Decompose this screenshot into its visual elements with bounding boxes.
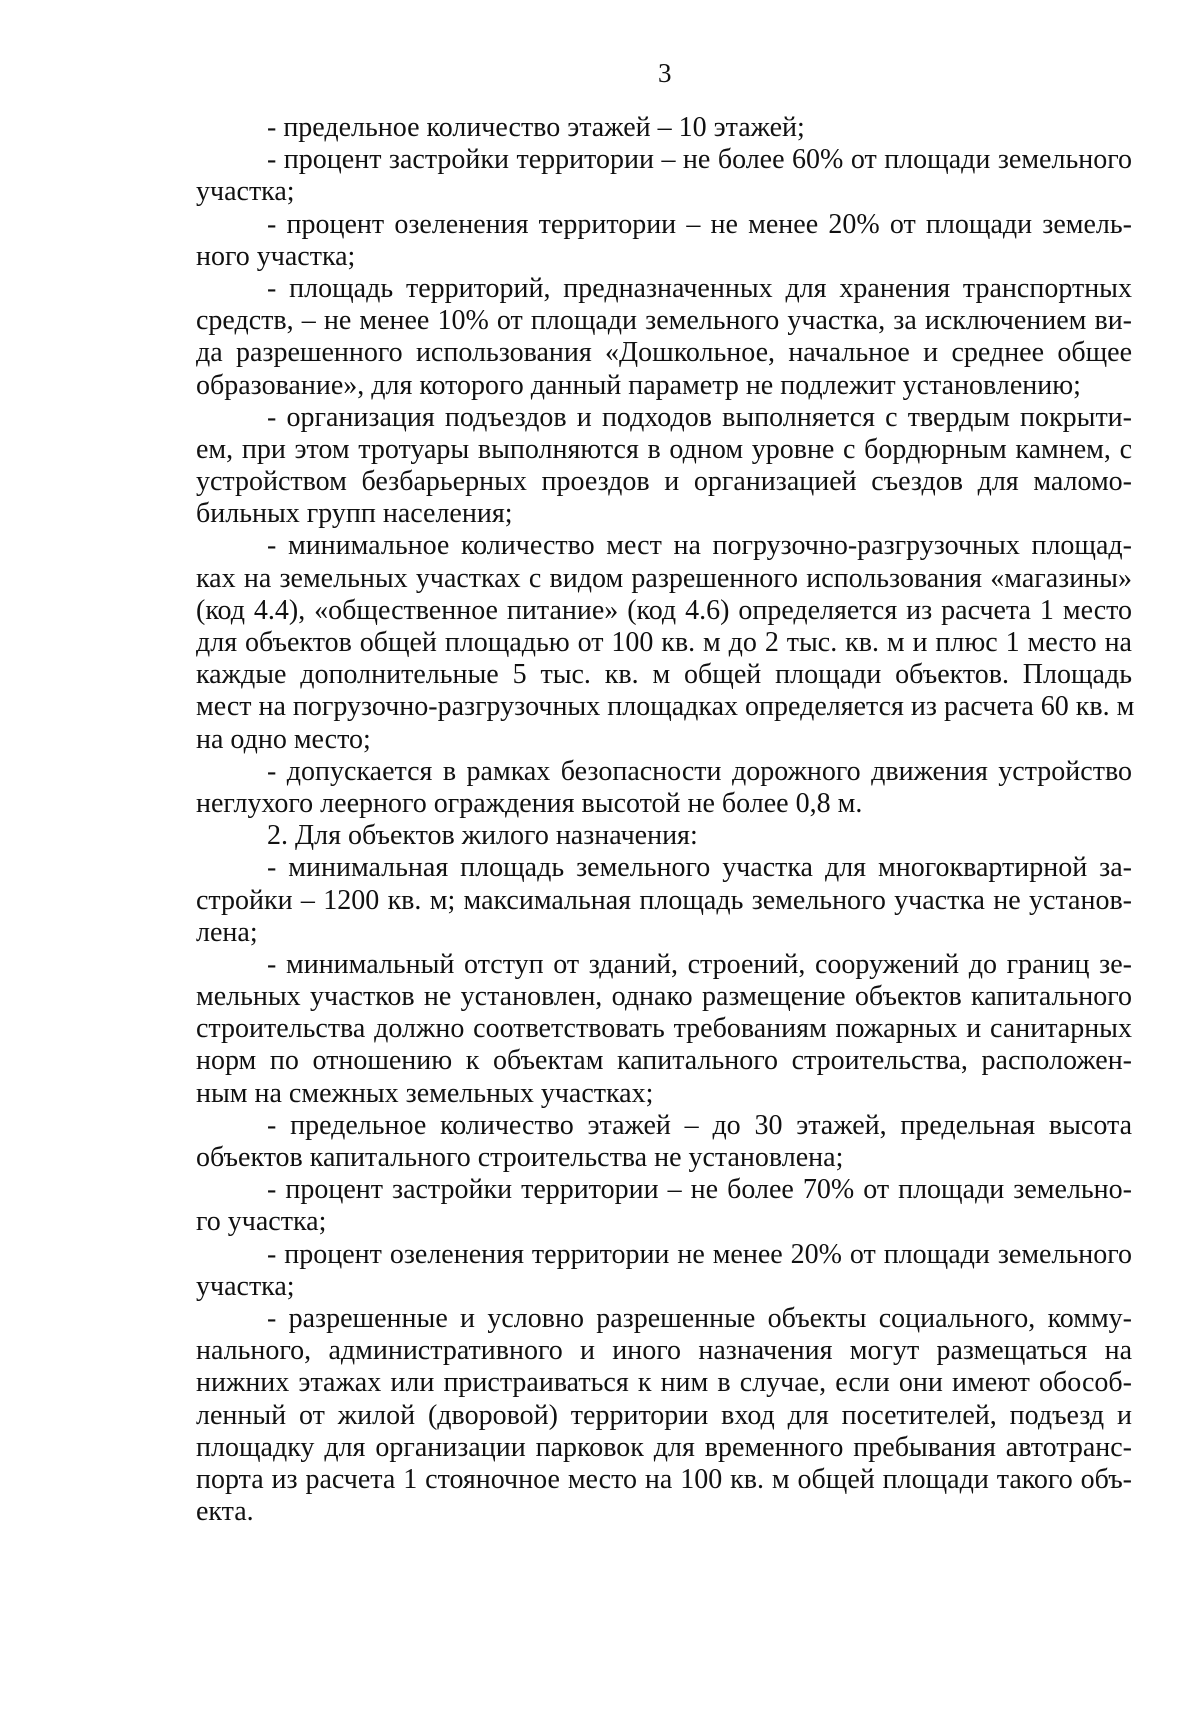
text-line: (код 4.4), «общественное питание» (код 4.6) определяется из расчета 1 место (196, 594, 1132, 626)
text-line: стройки – 1200 кв. м; максимальная площадь земельного участка не установ- (196, 884, 1132, 916)
text-line: лена; (196, 916, 258, 948)
text-line: - минимальная площадь земельного участка для многоквартирной за- (267, 852, 1132, 884)
text-line: - процент озеленения территории не менее 20% от площади земельного (267, 1238, 1132, 1270)
text-line: каждые дополнительные 5 тыс. кв. м общей площади объектов. Площадь (196, 659, 1132, 691)
text-line: - процент застройки территории – не более 70% от площади земельно- (267, 1174, 1132, 1206)
text-line: порта из расчета 1 стояночное место на 100 кв. м общей площади такого объ- (196, 1463, 1132, 1495)
text-line: - процент озеленения территории – не менее 20% от площади земель- (267, 208, 1132, 240)
text-line: - минимальное количество мест на погрузочно-разгрузочных площад- (267, 530, 1132, 562)
text-line: участка; (196, 1270, 295, 1302)
text-line: мельных участков не установлен, однако размещение объектов капитального (196, 981, 1132, 1013)
text-line: - разрешенные и условно разрешенные объекты социального, комму- (267, 1302, 1132, 1334)
text-line: нижних этажах или пристраиваться к ним в случае, если они имеют обособ- (196, 1367, 1132, 1399)
text-line: ках на земельных участках с видом разрешенного использования «магазины» (196, 562, 1132, 594)
text-line: 2. Для объектов жилого назначения: (267, 820, 698, 852)
text-line: образование», для которого данный параметр не подлежит установлению; (196, 369, 1081, 401)
text-line: ным на смежных земельных участках; (196, 1077, 654, 1109)
text-line: бильных групп населения; (196, 498, 513, 530)
text-line: на одно место; (196, 723, 371, 755)
text-line: строительства должно соответствовать требованиям пожарных и санитарных (196, 1013, 1132, 1045)
text-line: площадку для организации парковок для временного пребывания автотранс- (196, 1431, 1132, 1463)
text-line: го участка; (196, 1206, 327, 1238)
text-line: - организация подъездов и подходов выполняется с твердым покрыти- (267, 401, 1132, 433)
text-line: ленный от жилой (дворовой) территории вход для посетителей, подъезд и (196, 1399, 1132, 1431)
text-line: - предельное количество этажей – до 30 этажей, предельная высота (267, 1109, 1132, 1141)
page-number: 3 (658, 58, 672, 88)
text-line: - допускается в рамках безопасности дорожного движения устройство (267, 755, 1132, 787)
text-line: - предельное количество этажей – 10 этажей; (267, 112, 805, 143)
text-line: - процент застройки территории – не более 60% от площади земельного (267, 144, 1132, 176)
text-line: объектов капитального строительства не установлена; (196, 1142, 844, 1173)
text-line: ного участка; (196, 240, 356, 272)
text-line: ем, при этом тротуары выполняются в одном уровне с бордюрным камнем, с (196, 433, 1132, 465)
text-line: мест на погрузочно-разгрузочных площадках определяется из расчета 60 кв. м (196, 691, 1135, 723)
body-text (196, 112, 1135, 1528)
text-line: для объектов общей площадью от 100 кв. м до 2 тыс. кв. м и плюс 1 место на (196, 627, 1132, 658)
text-line: екта. (196, 1496, 254, 1528)
text-line: средств, – не менее 10% от площади земельного участка, за исключением ви- (196, 305, 1132, 337)
text-line: участка; (196, 176, 295, 208)
text-line: нального, административного и иного назначения могут размещаться на (196, 1335, 1132, 1367)
text-line: норм по отношению к объектам капитального строительства, расположен- (196, 1045, 1132, 1077)
text-line: - площадь территорий, предназначенных для хранения транспортных (267, 272, 1132, 304)
text-line: неглухого леерного ограждения высотой не более 0,8 м. (196, 787, 863, 819)
text-line: да разрешенного использования «Дошкольное, начальное и среднее общее (196, 337, 1132, 369)
text-line: - минимальный отступ от зданий, строений, сооружений до границ зе- (267, 948, 1132, 980)
text-line: устройством безбарьерных проездов и организацией съездов для маломо- (196, 466, 1132, 498)
